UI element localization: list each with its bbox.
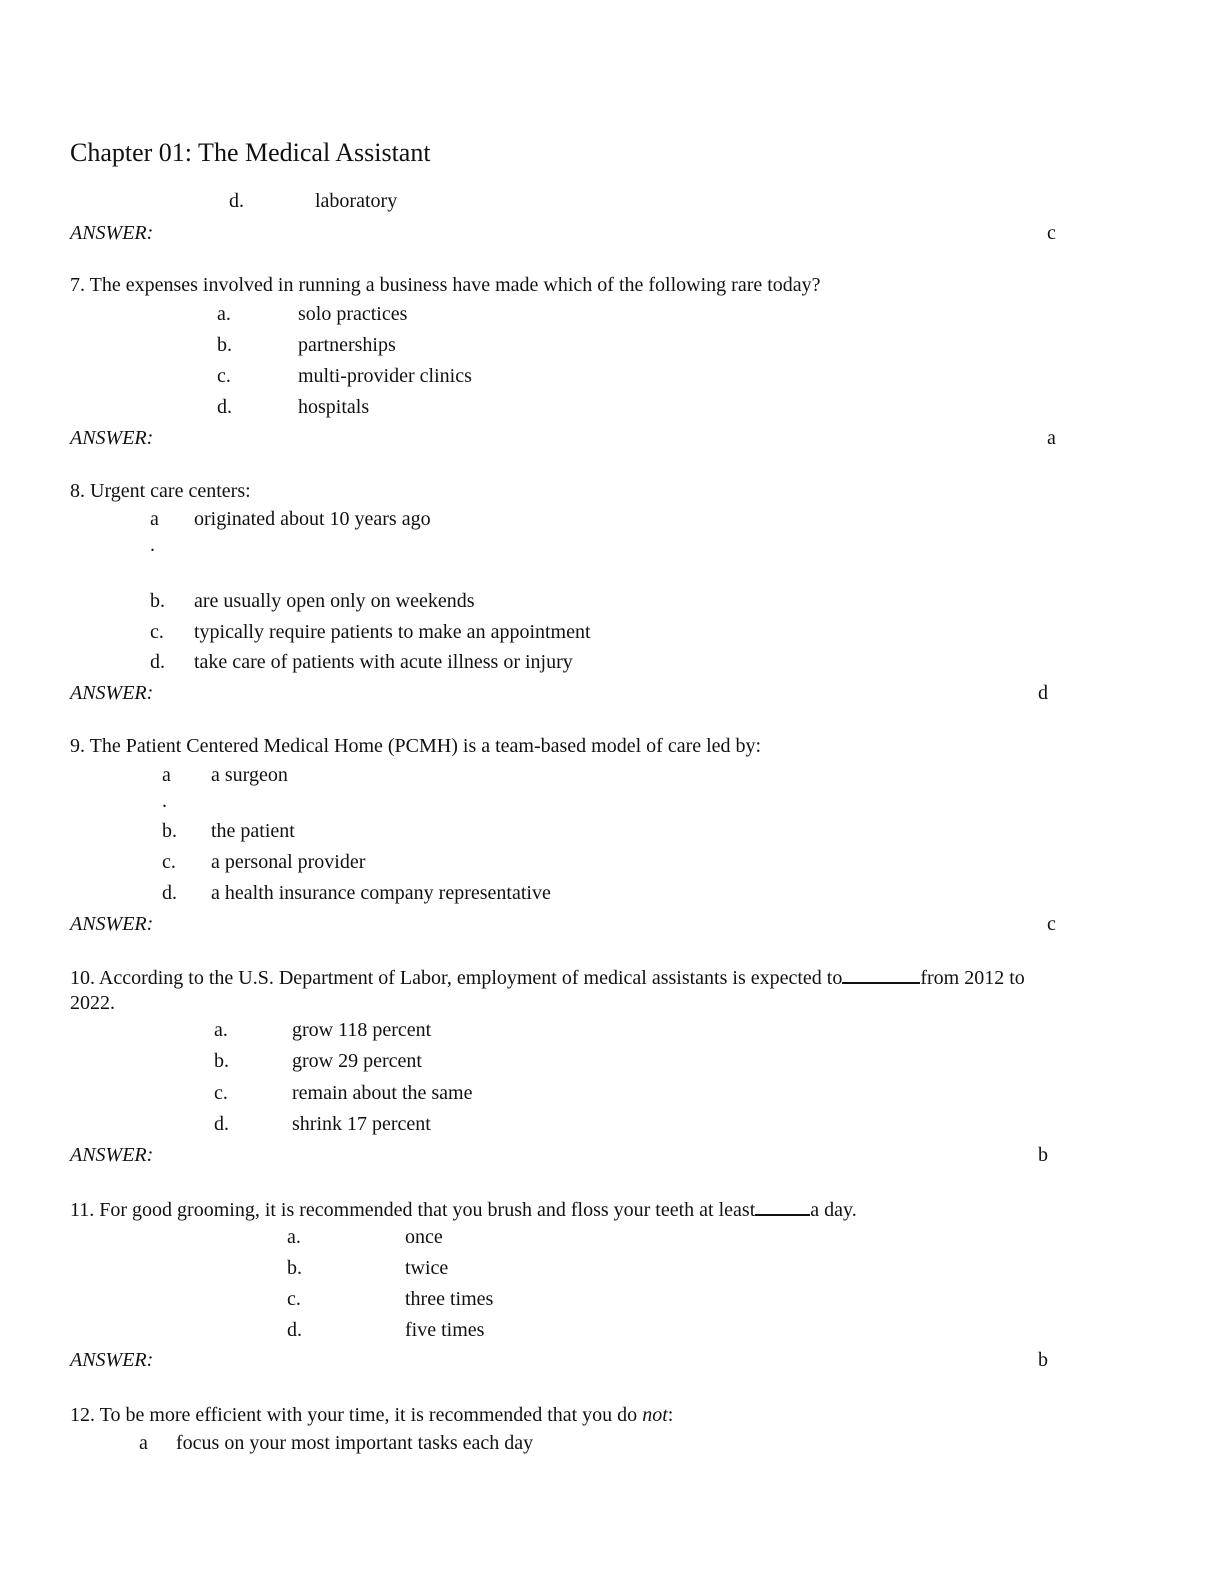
option-text: grow 29 percent bbox=[292, 1050, 422, 1072]
option-letter: a bbox=[150, 508, 159, 530]
option-letter: c. bbox=[217, 365, 231, 387]
option-text: are usually open only on weekends bbox=[194, 590, 475, 612]
option-letter: d. bbox=[162, 882, 177, 904]
option-text: a surgeon bbox=[211, 764, 288, 786]
option-text: a personal provider bbox=[211, 851, 366, 873]
question-12-stem-end: : bbox=[667, 1404, 674, 1426]
question-12-stem bbox=[70, 1404, 673, 1427]
option-text: take care of patients with acute illness or injury bbox=[194, 651, 573, 673]
question-10-stem-line2: 2022. bbox=[70, 992, 115, 1014]
question-9-stem: 9. The Patient Centered Medical Home (PCMH) is a team-based model of care led by: bbox=[70, 735, 762, 757]
option-letter: c. bbox=[162, 851, 176, 873]
option-letter: d. bbox=[214, 1113, 229, 1135]
question-11-stem-start: 11. For good grooming, it is recommended that you brush and floss your teeth at least bbox=[70, 1199, 756, 1221]
option-text: grow 118 percent bbox=[292, 1019, 432, 1041]
option-letter: c. bbox=[214, 1082, 228, 1104]
option-text: remain about the same bbox=[292, 1082, 473, 1104]
answer-label: ANSWER: bbox=[70, 682, 154, 704]
question-12-emphasis: not bbox=[642, 1404, 668, 1426]
stray-dot: . bbox=[162, 790, 167, 812]
option-letter: a. bbox=[214, 1019, 228, 1041]
option-letter: c. bbox=[150, 621, 164, 643]
answer-label: ANSWER: bbox=[70, 1349, 154, 1371]
question-10-stem bbox=[70, 966, 1025, 990]
option-text: typically require patients to make an appointment bbox=[194, 621, 591, 643]
option-text: multi-provider clinics bbox=[298, 365, 472, 387]
option-letter: c. bbox=[287, 1288, 301, 1310]
page-title: Chapter 01: The Medical Assistant bbox=[70, 138, 431, 167]
option-text: the patient bbox=[211, 820, 295, 842]
answer-value: b bbox=[1038, 1144, 1048, 1166]
fill-in-blank bbox=[842, 966, 920, 984]
answer-label: ANSWER: bbox=[70, 427, 154, 449]
answer-value: c bbox=[1047, 913, 1056, 935]
question-12-stem-start: 12. To be more efficient with your time, it is recommended that you do bbox=[70, 1404, 643, 1426]
answer-value: c bbox=[1047, 222, 1056, 244]
option-text: originated about 10 years ago bbox=[194, 508, 431, 530]
answer-value: a bbox=[1047, 427, 1056, 449]
option-letter: b. bbox=[214, 1050, 229, 1072]
answer-label: ANSWER: bbox=[70, 913, 154, 935]
option-text: once bbox=[405, 1226, 443, 1248]
option-letter: a bbox=[162, 764, 171, 786]
answer-label: ANSWER: bbox=[70, 1144, 154, 1166]
option-text: focus on your most important tasks each day bbox=[176, 1432, 534, 1454]
stray-dot: . bbox=[150, 534, 155, 556]
answer-value: b bbox=[1038, 1349, 1048, 1371]
option-letter: d. bbox=[287, 1319, 302, 1341]
option-text: twice bbox=[405, 1257, 449, 1279]
answer-label: ANSWER: bbox=[70, 222, 154, 244]
option-text: solo practices bbox=[298, 303, 408, 325]
option-text: hospitals bbox=[298, 396, 370, 418]
question-10-stem-start: 10. According to the U.S. Department of Labor, employment of medical assistants is expected to bbox=[70, 967, 843, 989]
option-letter: d. bbox=[229, 190, 244, 212]
option-letter: b. bbox=[287, 1257, 302, 1279]
option-letter: d. bbox=[150, 651, 165, 673]
question-11-stem bbox=[70, 1198, 857, 1222]
question-8-stem: 8. Urgent care centers: bbox=[70, 480, 251, 502]
answer-value: d bbox=[1038, 682, 1048, 704]
option-letter: b. bbox=[150, 590, 165, 612]
option-letter: b. bbox=[217, 334, 232, 356]
fill-in-blank bbox=[755, 1198, 810, 1216]
option-text: three times bbox=[405, 1288, 494, 1310]
option-letter: b. bbox=[162, 820, 177, 842]
question-10-stem-end: from 2012 to bbox=[920, 967, 1025, 989]
option-text: partnerships bbox=[298, 334, 396, 356]
option-text: laboratory bbox=[315, 190, 398, 212]
option-text: five times bbox=[405, 1319, 485, 1341]
option-letter: a. bbox=[217, 303, 231, 325]
option-letter: a. bbox=[287, 1226, 301, 1248]
option-text: shrink 17 percent bbox=[292, 1113, 431, 1135]
question-7-stem: 7. The expenses involved in running a business have made which of the following rare today? bbox=[70, 274, 821, 296]
option-letter: d. bbox=[217, 396, 232, 418]
question-11-stem-end: a day. bbox=[810, 1199, 857, 1221]
option-letter: a bbox=[139, 1432, 148, 1454]
option-text: a health insurance company representative bbox=[211, 882, 551, 904]
